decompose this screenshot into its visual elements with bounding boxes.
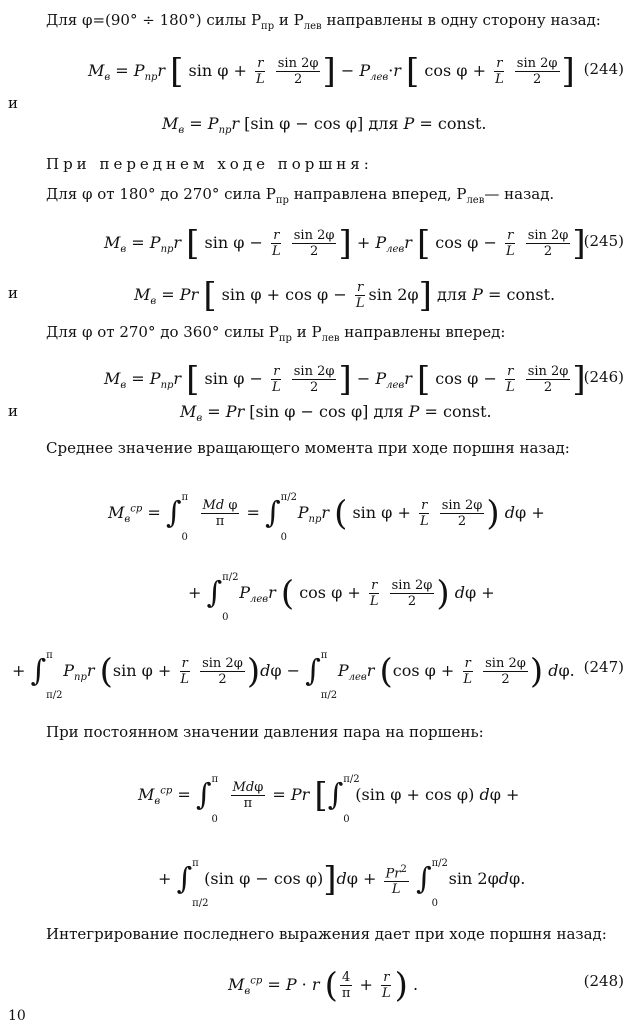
page-number: 10: [8, 1008, 26, 1024]
equation-247-line2: + ∫ π/2 0 $P_{лев}r$ ( cos φ + $\frac{r}{L}$ $\frac{\sin 2\varphi}{2}$ ) dφ +: [188, 571, 495, 623]
text-line-intro-245: Для φ от 180° до 270° сила $P_{пр}$ направлена вперед, $P_{лев}—$ назад.: [46, 185, 555, 206]
equation-number-246: (246): [583, 368, 624, 386]
conjunction-label: и: [8, 284, 18, 302]
equation-245: $M_в = P_{пр}r$ [ sin φ − $\frac{r}{L}$ $\frac{\sin 2\varphi}{2}$ ] + $P_{лев}r$ [ cos φ − $\frac{r}{L}$ $\frac{\sin 2\varphi}{2}$ ]: [104, 223, 586, 264]
equation-248: $M_в^{ср} = P \cdot r$ ( $\frac{4}{\pi}$ + $\frac{r}{L}$ ) .: [228, 965, 419, 1006]
section-heading-forward: При переднем ходе поршня:: [46, 155, 373, 173]
equation-number-247: (247): [583, 658, 624, 676]
paragraph-integration: Интегрирование последнего выражения дает при ходе поршня назад:: [46, 925, 607, 943]
text-line-intro-246: Для φ от 270° до 360° силы $P_{пр}$ и $P_{лев}$ направлены вперед:: [46, 323, 506, 344]
equation-number-248: (248): [583, 972, 624, 990]
equation-247-line1: $M_в^{ср}$ = ∫ π 0 $\frac{\text{Md φ}}{\pi}$ = ∫ π/2 0 $P_{пр}r$ ( sin φ + $\frac{r}{L}$ $\frac{\sin 2\varphi}{2}$ ) dφ +: [108, 491, 545, 543]
conjunction-label: и: [8, 402, 18, 420]
equation-245-const: $M_в = Pr$ [ sin φ + cos φ − $\frac{r}{L}$ sin 2φ] для P = const.: [134, 275, 556, 316]
equation-247-line3: + ∫ π π/2 $P_{пр}r$ (sin φ + $\frac{r}{L}$ $\frac{\sin 2\varphi}{2}$ )dφ − ∫ π π/2 $P_{лев}r$ (cos φ + $\frac{r}{L}$ $\frac{\sin 2\varphi}{2}$ ) dφ.: [12, 649, 575, 701]
equation-number-244: (244): [583, 60, 624, 78]
conjunction-label: и: [8, 94, 18, 112]
text-line-intro-244: Для φ=(90° ÷ 180°) силы $P_{пр}$ и $P_{лев}$ направлены в одну сторону назад:: [46, 11, 601, 32]
equation-246: $M_в = P_{пр}r$ [ sin φ − $\frac{r}{L}$ $\frac{\sin 2\varphi}{2}$ ] − $P_{лев}r$ [ cos φ − $\frac{r}{L}$ $\frac{\sin 2\varphi}{2}$ ]: [104, 359, 586, 400]
equation-const-line1: $M_в^{ср}$ = ∫ π 0 $\frac{\text{Mdφ}}{\pi}$ = Pr [∫ π/2 0 (sin φ + cos φ) dφ +: [138, 773, 520, 825]
paragraph-constant-pressure: При постоянном значении давления пара на поршень:: [46, 723, 484, 741]
equation-const-line2: + ∫ π π/2 (sin φ − cos φ)]dφ + $\frac{Pr^2}{L}$ ∫ π/2 0 sin 2φdφ.: [158, 857, 526, 909]
equation-244: $M_в = P_{пр}r$ [ sin φ + $\frac{r}{L}$ $\frac{\sin 2\varphi}{2}$ ] − $P_{лев}\cdot r$ [ cos φ + $\frac{r}{L}$ $\frac{\sin 2\varphi}{2}$ ]: [88, 51, 575, 92]
equation-number-245: (245): [583, 232, 624, 250]
paragraph-mean-value: Среднее значение вращающего момента при ходе поршня назад:: [46, 439, 570, 457]
equation-244-const: $M_в = P_{пр}r$ [sin φ − cos φ] для P = const.: [162, 114, 487, 137]
equation-246-const: $M_в = Pr$ [sin φ − cos φ] для P = const.: [180, 402, 492, 425]
